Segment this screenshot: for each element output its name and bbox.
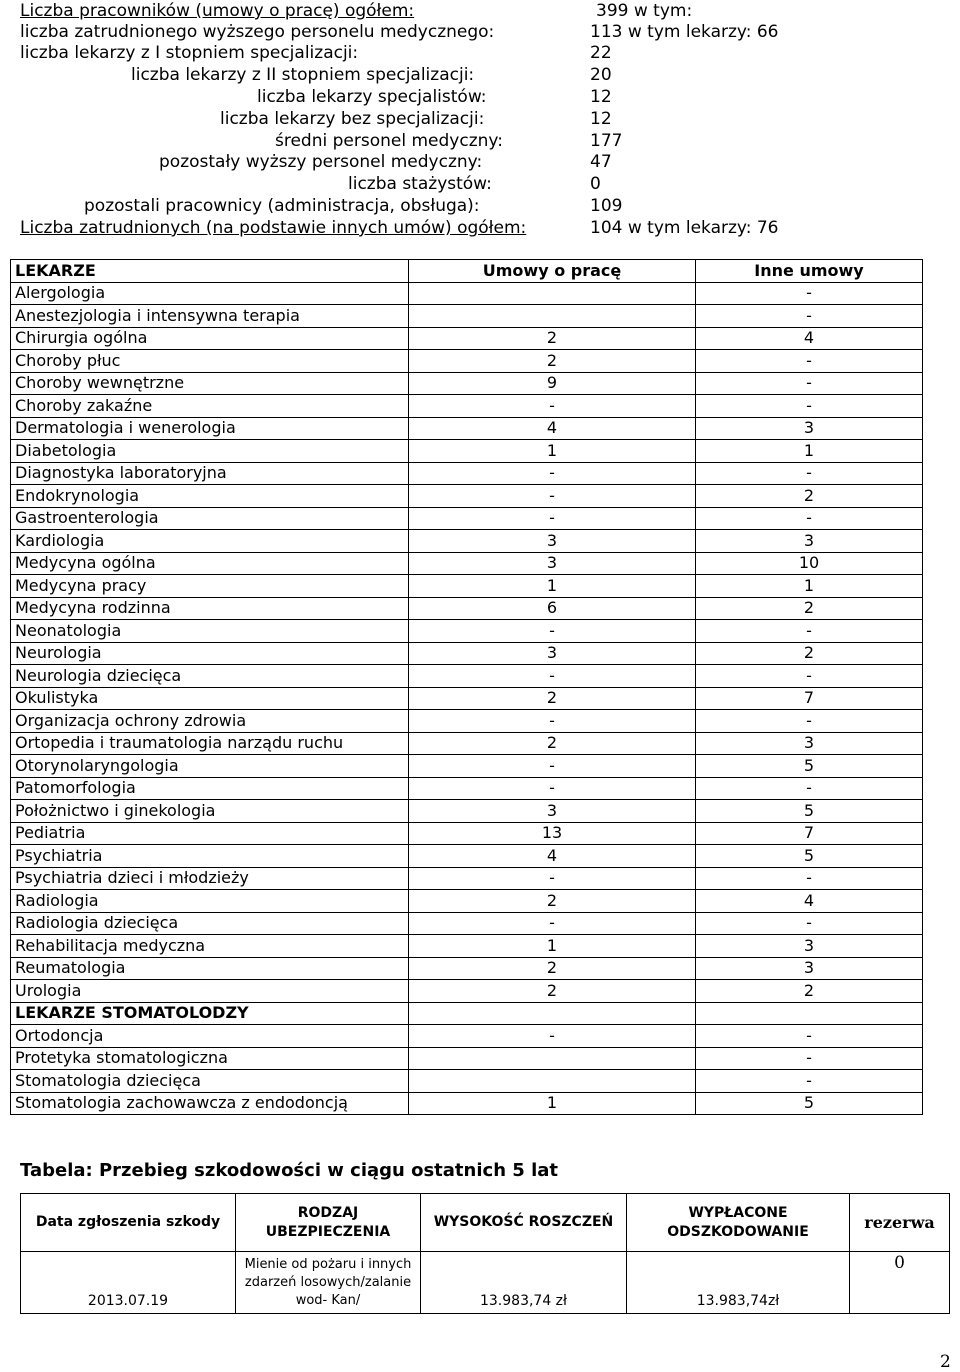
- other-contract-cell: -: [696, 395, 923, 418]
- employment-contract-cell: 3: [409, 642, 696, 665]
- table-header-row: [11, 260, 923, 283]
- summary-value: 12: [590, 87, 612, 107]
- employment-contract-cell: [409, 1047, 696, 1070]
- other-contract-cell: 5: [696, 845, 923, 868]
- specialty-cell: Neurologia dziecięca: [11, 665, 409, 688]
- table-row: [11, 597, 923, 620]
- summary-value: 20: [590, 65, 612, 85]
- specialty-cell: Alergologia: [11, 282, 409, 305]
- specialty-cell: Urologia: [11, 980, 409, 1003]
- other-contract-cell: 2: [696, 980, 923, 1003]
- summary-label: liczba lekarzy bez specjalizacji:: [220, 109, 485, 129]
- other-contract-cell: 5: [696, 1092, 923, 1115]
- empty-cell: [409, 1002, 696, 1025]
- employment-contract-cell: 6: [409, 597, 696, 620]
- table-row: [11, 1070, 923, 1093]
- column-header: LEKARZE: [11, 260, 409, 283]
- table-row: [11, 507, 923, 530]
- other-contract-cell: 3: [696, 935, 923, 958]
- other-contract-cell: 2: [696, 597, 923, 620]
- other-contract-cell: -: [696, 710, 923, 733]
- table-row: [11, 732, 923, 755]
- specialty-cell: Reumatologia: [11, 957, 409, 980]
- other-contract-cell: 7: [696, 822, 923, 845]
- summary-row: [0, 64, 960, 86]
- other-contract-cell: -: [696, 777, 923, 800]
- summary-value: 0: [590, 174, 601, 194]
- summary-row: [0, 0, 960, 22]
- summary-row: [0, 195, 960, 217]
- table-row: [11, 822, 923, 845]
- specialty-cell: Neurologia: [11, 642, 409, 665]
- summary-value: 399 w tym:: [596, 1, 693, 21]
- specialty-cell: Położnictwo i ginekologia: [11, 800, 409, 823]
- employment-contract-cell: 3: [409, 552, 696, 575]
- table-row: [11, 777, 923, 800]
- specialty-cell: Radiologia: [11, 890, 409, 913]
- other-contract-cell: 5: [696, 800, 923, 823]
- table-row: [11, 395, 923, 418]
- table-row: [11, 755, 923, 778]
- summary-label: liczba lekarzy specjalistów:: [257, 87, 487, 107]
- employment-contract-cell: -: [409, 507, 696, 530]
- summary-label: liczba lekarzy z II stopniem specjalizacji:: [131, 65, 475, 85]
- specialty-cell: Psychiatria: [11, 845, 409, 868]
- section-title: LEKARZE STOMATOLODZY: [11, 1002, 409, 1025]
- table-row: [11, 710, 923, 733]
- table-row: [11, 552, 923, 575]
- summary-value: 47: [590, 152, 612, 172]
- specialty-cell: Stomatologia dziecięca: [11, 1070, 409, 1093]
- table-row: [11, 845, 923, 868]
- other-contract-cell: 4: [696, 327, 923, 350]
- table-row: [11, 687, 923, 710]
- page-number: 2: [940, 1352, 951, 1372]
- specialty-cell: Choroby zakaźne: [11, 395, 409, 418]
- table-row: [11, 890, 923, 913]
- table-row: [11, 642, 923, 665]
- employment-contract-cell: 4: [409, 845, 696, 868]
- table-row: [11, 372, 923, 395]
- table-row: [21, 1252, 950, 1314]
- other-contract-cell: 4: [696, 890, 923, 913]
- specialty-cell: Gastroenterologia: [11, 507, 409, 530]
- employment-contract-cell: 1: [409, 935, 696, 958]
- specialty-cell: Medycyna ogólna: [11, 552, 409, 575]
- employment-contract-cell: 1: [409, 440, 696, 463]
- table-row: [11, 957, 923, 980]
- table-header-row: [21, 1194, 950, 1252]
- employment-contract-cell: 2: [409, 957, 696, 980]
- specialty-cell: Chirurgia ogólna: [11, 327, 409, 350]
- other-contract-cell: 1: [696, 575, 923, 598]
- employment-contract-cell: 9: [409, 372, 696, 395]
- specialty-cell: Psychiatria dzieci i młodzieży: [11, 867, 409, 890]
- table-row: [11, 440, 923, 463]
- column-header: WYPŁACONE ODSZKODOWANIE: [627, 1194, 850, 1252]
- summary-row: [0, 21, 960, 43]
- summary-label: średni personel medyczny:: [275, 131, 503, 151]
- table-row: [11, 1047, 923, 1070]
- claims-table: [20, 1193, 950, 1314]
- column-header: Data zgłoszenia szkody: [21, 1194, 236, 1252]
- specialty-cell: Kardiologia: [11, 530, 409, 553]
- summary-value: 113 w tym lekarzy: 66: [590, 22, 779, 42]
- specialty-cell: Rehabilitacja medyczna: [11, 935, 409, 958]
- specialty-cell: Radiologia dziecięca: [11, 912, 409, 935]
- employment-contract-cell: -: [409, 462, 696, 485]
- table-row: [11, 867, 923, 890]
- summary-row: [0, 173, 960, 195]
- specialty-cell: Protetyka stomatologiczna: [11, 1047, 409, 1070]
- summary-label: liczba zatrudnionego wyższego personelu medycznego:: [20, 22, 495, 42]
- other-contract-cell: -: [696, 462, 923, 485]
- employment-contract-cell: -: [409, 710, 696, 733]
- claim-date-cell: 2013.07.19: [21, 1252, 236, 1314]
- other-contract-cell: 2: [696, 642, 923, 665]
- table-row: [11, 327, 923, 350]
- table-row: [11, 417, 923, 440]
- employment-contract-cell: -: [409, 395, 696, 418]
- table-row: [11, 1092, 923, 1115]
- table-row: [11, 462, 923, 485]
- other-contract-cell: 10: [696, 552, 923, 575]
- specialty-cell: Choroby płuc: [11, 350, 409, 373]
- summary-label: liczba lekarzy z I stopniem specjalizacji:: [20, 43, 359, 63]
- other-contract-cell: 2: [696, 485, 923, 508]
- table-row: [11, 912, 923, 935]
- specialty-cell: Medycyna rodzinna: [11, 597, 409, 620]
- summary-value: 104 w tym lekarzy: 76: [590, 218, 779, 238]
- column-header: WYSOKOŚĆ ROSZCZEŃ: [421, 1194, 627, 1252]
- table-row: [11, 305, 923, 328]
- employment-contract-cell: 1: [409, 575, 696, 598]
- employment-contract-cell: -: [409, 665, 696, 688]
- other-contract-cell: -: [696, 620, 923, 643]
- employment-contract-cell: -: [409, 912, 696, 935]
- table-row: [11, 980, 923, 1003]
- employment-contract-cell: [409, 282, 696, 305]
- specialty-cell: Stomatologia zachowawcza z endodoncją: [11, 1092, 409, 1115]
- other-contract-cell: -: [696, 305, 923, 328]
- summary-row: [0, 42, 960, 64]
- employment-contract-cell: 3: [409, 800, 696, 823]
- other-contract-cell: 7: [696, 687, 923, 710]
- other-contract-cell: 1: [696, 440, 923, 463]
- other-contract-cell: -: [696, 372, 923, 395]
- summary-label: Liczba pracowników (umowy o pracę) ogółem:: [20, 1, 415, 21]
- claims-title: Tabela: Przebieg szkodowości w ciągu ostatnich 5 lat: [20, 1160, 558, 1181]
- employment-contract-cell: 4: [409, 417, 696, 440]
- summary-label: pozostały wyższy personel medyczny:: [159, 152, 483, 172]
- doctors-table: [10, 259, 923, 1115]
- table-row: [11, 530, 923, 553]
- section-header-row: [11, 1002, 923, 1025]
- summary-row: [0, 130, 960, 152]
- table-row: [11, 1025, 923, 1048]
- other-contract-cell: -: [696, 282, 923, 305]
- other-contract-cell: 3: [696, 957, 923, 980]
- summary-label: Liczba zatrudnionych (na podstawie innych umów) ogółem:: [20, 218, 527, 238]
- other-contract-cell: 3: [696, 732, 923, 755]
- employment-contract-cell: 13: [409, 822, 696, 845]
- other-contract-cell: 3: [696, 530, 923, 553]
- column-header: RODZAJ UBEZPIECZENIA: [236, 1194, 421, 1252]
- employment-contract-cell: 2: [409, 980, 696, 1003]
- summary-value: 12: [590, 109, 612, 129]
- employment-contract-cell: -: [409, 620, 696, 643]
- employment-contract-cell: -: [409, 1025, 696, 1048]
- paid-compensation-cell: 13.983,74zł: [627, 1252, 850, 1314]
- table-row: [11, 800, 923, 823]
- specialty-cell: Ortodoncja: [11, 1025, 409, 1048]
- specialty-cell: Endokrynologia: [11, 485, 409, 508]
- summary-value: 177: [590, 131, 623, 151]
- employment-contract-cell: -: [409, 755, 696, 778]
- summary-row: [0, 86, 960, 108]
- other-contract-cell: -: [696, 665, 923, 688]
- reserve-cell: 0: [850, 1252, 950, 1314]
- employment-contract-cell: 2: [409, 890, 696, 913]
- table-row: [11, 485, 923, 508]
- column-header: rezerwa: [850, 1194, 950, 1252]
- other-contract-cell: -: [696, 867, 923, 890]
- employment-contract-cell: 2: [409, 327, 696, 350]
- employment-contract-cell: 2: [409, 732, 696, 755]
- specialty-cell: Dermatologia i wenerologia: [11, 417, 409, 440]
- specialty-cell: Okulistyka: [11, 687, 409, 710]
- specialty-cell: Choroby wewnętrzne: [11, 372, 409, 395]
- summary-row: [0, 151, 960, 173]
- specialty-cell: Organizacja ochrony zdrowia: [11, 710, 409, 733]
- summary-row: [0, 108, 960, 130]
- empty-cell: [696, 1002, 923, 1025]
- employment-contract-cell: -: [409, 777, 696, 800]
- table-row: [11, 665, 923, 688]
- employment-contract-cell: 1: [409, 1092, 696, 1115]
- specialty-cell: Otorynolaryngologia: [11, 755, 409, 778]
- table-row: [11, 282, 923, 305]
- other-contract-cell: -: [696, 350, 923, 373]
- employment-contract-cell: [409, 1070, 696, 1093]
- insurance-type-cell: Mienie od pożaru i innych zdarzeń losowych/zalanie wod- Kan/: [236, 1252, 421, 1314]
- column-header: Inne umowy: [696, 260, 923, 283]
- employment-contract-cell: -: [409, 485, 696, 508]
- specialty-cell: Ortopedia i traumatologia narządu ruchu: [11, 732, 409, 755]
- table-row: [11, 935, 923, 958]
- summary-label: pozostali pracownicy (administracja, obsługa):: [84, 196, 480, 216]
- table-row: [11, 620, 923, 643]
- specialty-cell: Medycyna pracy: [11, 575, 409, 598]
- employment-contract-cell: 2: [409, 687, 696, 710]
- other-contract-cell: -: [696, 1047, 923, 1070]
- other-contract-cell: -: [696, 507, 923, 530]
- claim-amount-cell: 13.983,74 zł: [421, 1252, 627, 1314]
- table-row: [11, 350, 923, 373]
- summary-row: [0, 217, 960, 239]
- other-contract-cell: -: [696, 1025, 923, 1048]
- employment-contract-cell: -: [409, 867, 696, 890]
- other-contract-cell: 5: [696, 755, 923, 778]
- table-row: [11, 575, 923, 598]
- summary-value: 109: [590, 196, 623, 216]
- summary-value: 22: [590, 43, 612, 63]
- column-header: Umowy o pracę: [409, 260, 696, 283]
- specialty-cell: Diagnostyka laboratoryjna: [11, 462, 409, 485]
- other-contract-cell: 3: [696, 417, 923, 440]
- employment-contract-cell: [409, 305, 696, 328]
- specialty-cell: Diabetologia: [11, 440, 409, 463]
- specialty-cell: Patomorfologia: [11, 777, 409, 800]
- summary-label: liczba stażystów:: [348, 174, 492, 194]
- specialty-cell: Pediatria: [11, 822, 409, 845]
- other-contract-cell: -: [696, 912, 923, 935]
- other-contract-cell: -: [696, 1070, 923, 1093]
- employment-contract-cell: 2: [409, 350, 696, 373]
- specialty-cell: Anestezjologia i intensywna terapia: [11, 305, 409, 328]
- specialty-cell: Neonatologia: [11, 620, 409, 643]
- employment-contract-cell: 3: [409, 530, 696, 553]
